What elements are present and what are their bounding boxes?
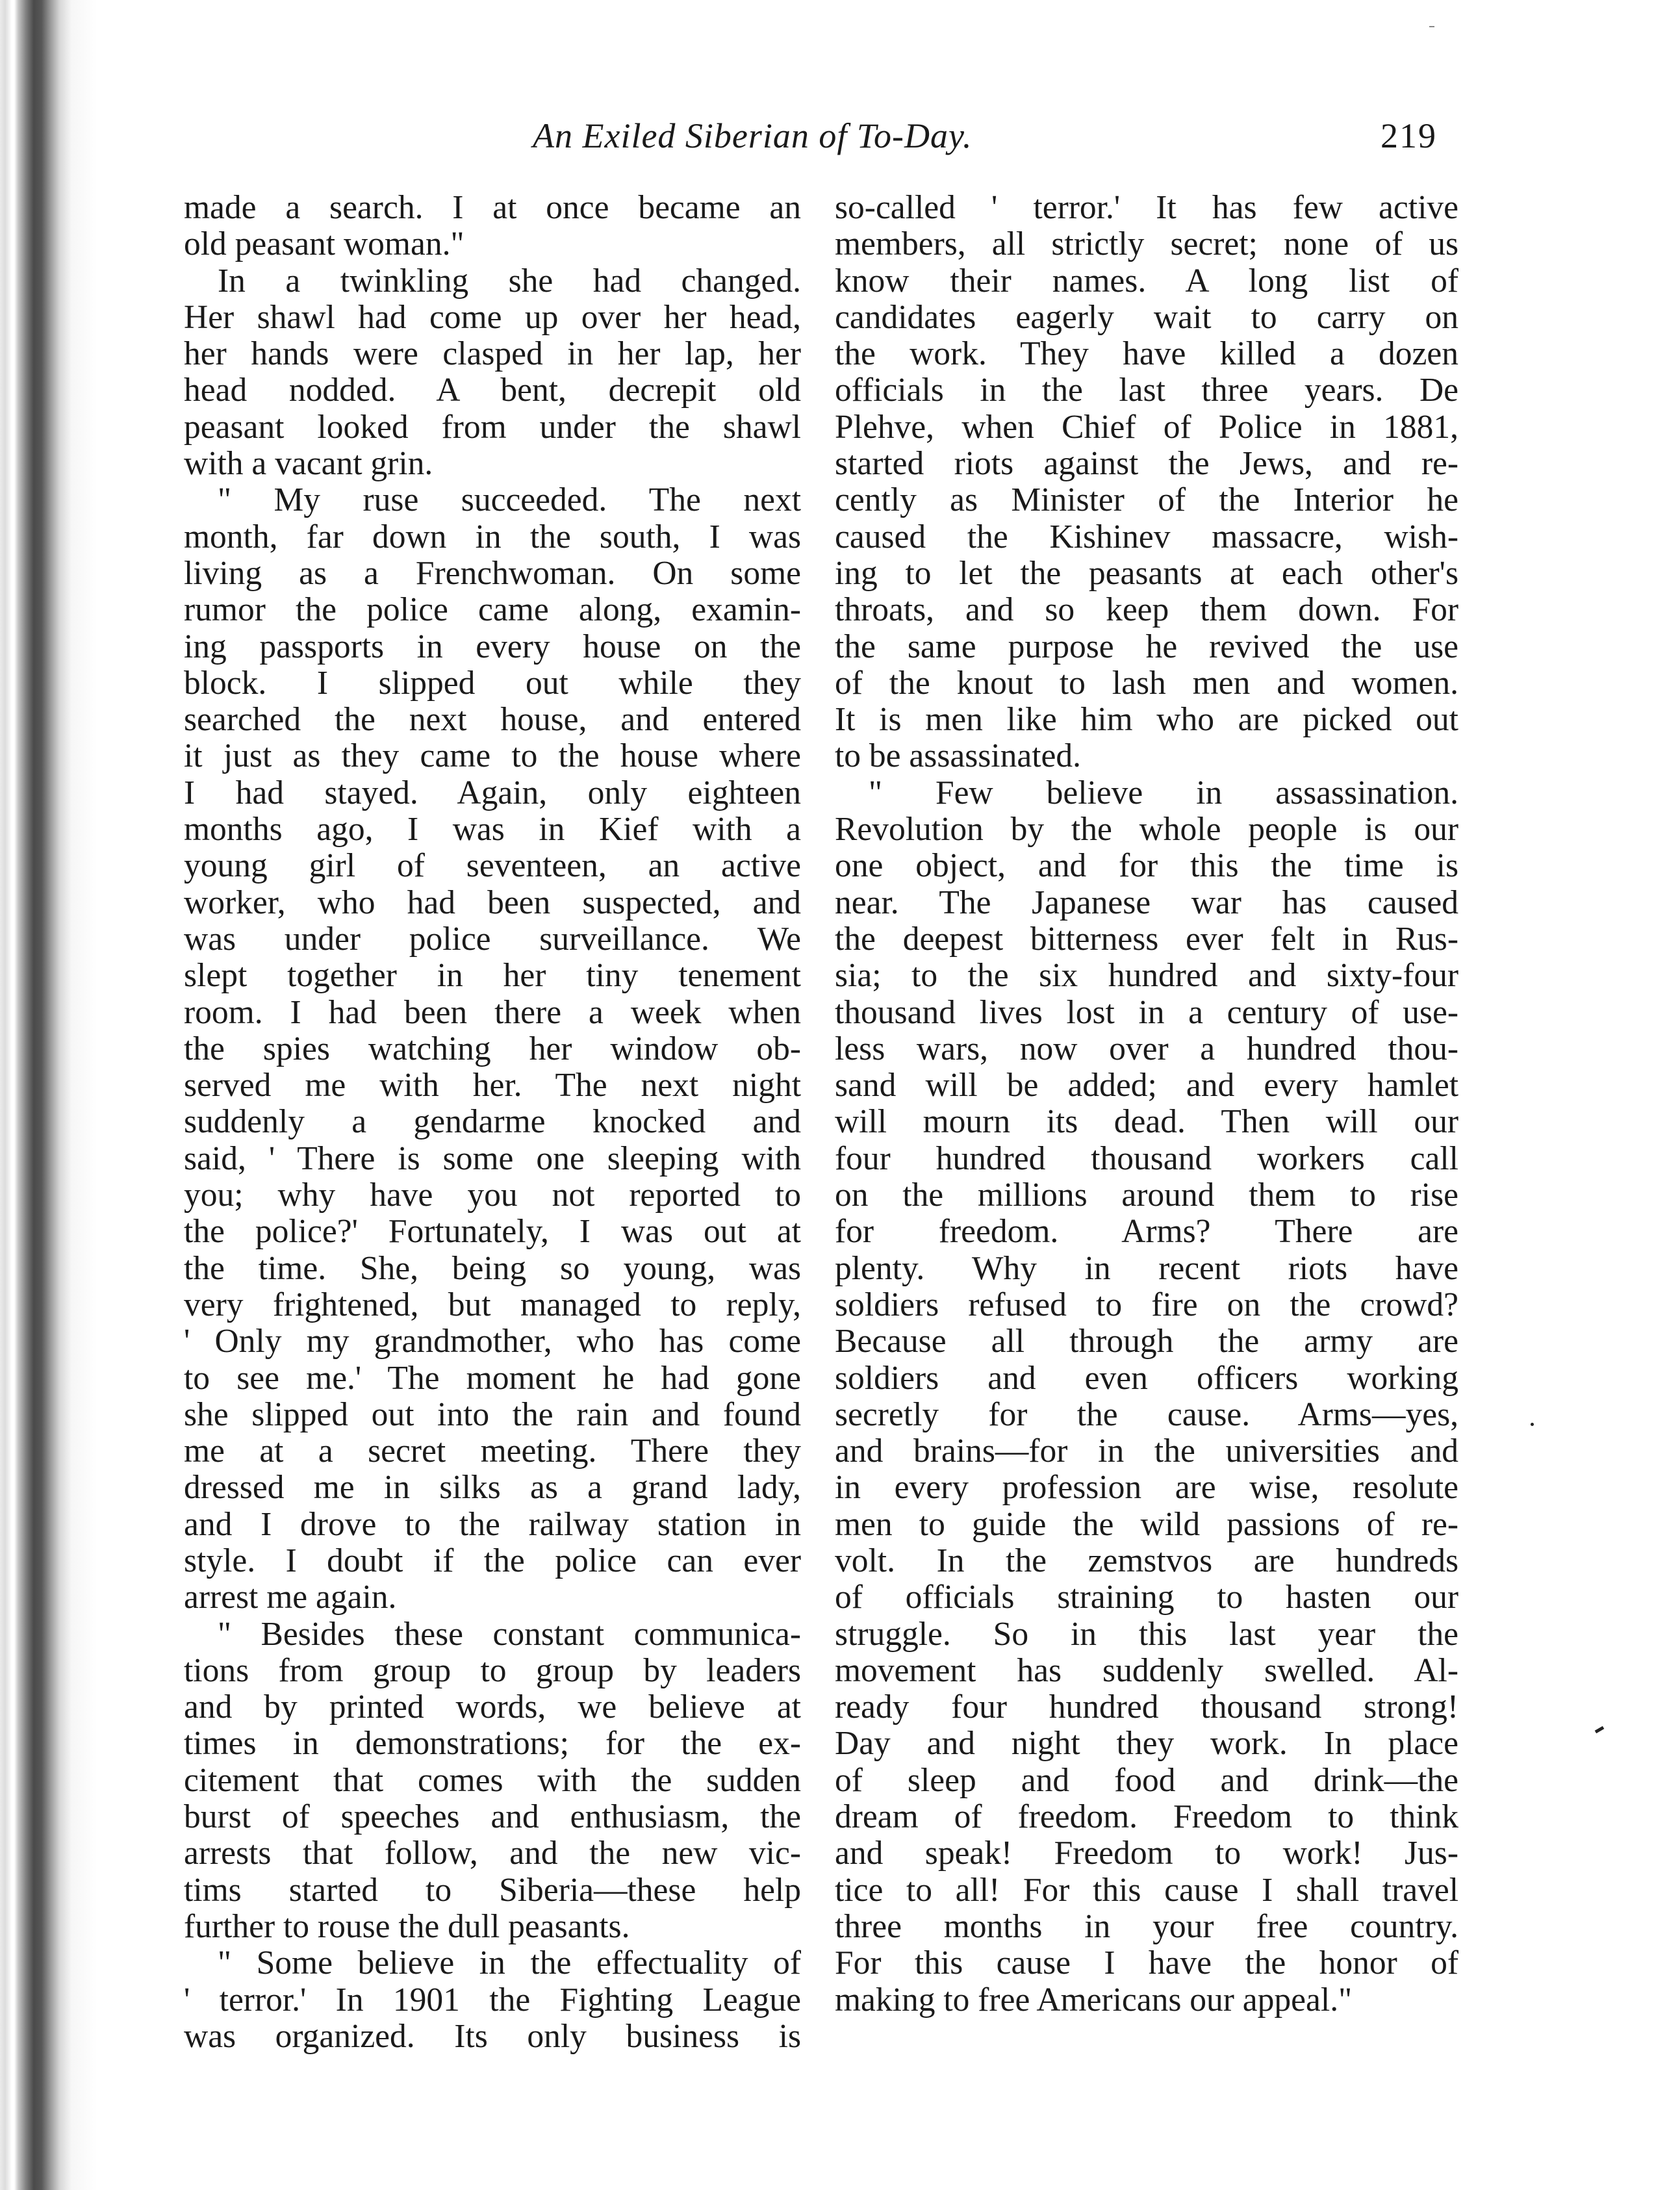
- text-line: tims started to Siberia—these help: [184, 1871, 801, 1909]
- text-line: room. I had been there a week when: [184, 993, 801, 1031]
- text-line: sia; to the six hundred and sixty-four: [835, 957, 1458, 995]
- text-line: month, far down in the south, I was: [184, 518, 801, 555]
- text-line: old peasant woman.": [184, 225, 465, 263]
- text-line: men to guide the wild passions of re-: [835, 1505, 1458, 1543]
- text-line: the spies watching her window ob-: [184, 1030, 801, 1067]
- text-line: for freedom. Arms? There are: [835, 1213, 1458, 1251]
- text-line: young girl of seventeen, an active: [184, 847, 801, 885]
- scan-speck: [1429, 26, 1434, 27]
- text-line: made a search. I at once became an: [184, 189, 801, 226]
- text-line: For this cause I have the honor of: [835, 1944, 1458, 1982]
- text-line: searched the next house, and entered: [184, 701, 801, 739]
- binding-gutter-shadow: [0, 0, 97, 2190]
- text-line: Because all through the army are: [835, 1323, 1458, 1360]
- text-line: sand will be added; and every hamlet: [835, 1067, 1458, 1104]
- text-line: served me with her. The next night: [184, 1067, 801, 1104]
- text-line: less wars, now over a hundred thou-: [835, 1030, 1458, 1067]
- text-line: struggle. So in this last year the: [835, 1615, 1458, 1653]
- text-line: said, ' There is some one sleeping with: [184, 1140, 801, 1177]
- text-line: " Some believe in the effectuality of: [218, 1944, 801, 1982]
- page-number: 219: [1381, 116, 1437, 155]
- text-line: ' Only my grandmother, who has come: [184, 1323, 801, 1360]
- text-line: thousand lives lost in a century of use-: [835, 993, 1458, 1031]
- scan-speck: [1595, 1726, 1605, 1733]
- text-line: to see me.' The moment he had gone: [184, 1359, 801, 1397]
- text-line: block. I slipped out while they: [184, 664, 801, 702]
- text-line: volt. In the zemstvos are hundreds: [835, 1542, 1458, 1579]
- text-line: members, all strictly secret; none of us: [835, 225, 1458, 263]
- text-line: so-called ' terror.' It has few active: [835, 189, 1458, 226]
- text-line: " My ruse succeeded. The next: [218, 481, 801, 519]
- scan-speck: [1531, 1423, 1534, 1426]
- text-line: will mourn its dead. Then will our: [835, 1103, 1458, 1141]
- text-line: the same purpose he revived the use: [835, 628, 1458, 665]
- text-line: three months in your free country.: [835, 1907, 1458, 1945]
- text-line: suddenly a gendarme knocked and: [184, 1103, 801, 1141]
- text-line: making to free Americans our appeal.": [835, 1981, 1353, 2018]
- text-line: secretly for the cause. Arms—yes,: [835, 1395, 1458, 1433]
- text-line: " Few believe in assassination.: [869, 774, 1458, 811]
- text-line: In a twinkling she had changed.: [218, 262, 801, 299]
- text-column-right: [835, 190, 1458, 2018]
- text-line: candidates eagerly wait to carry on: [835, 298, 1458, 336]
- text-line: slept together in her tiny tenement: [184, 957, 801, 995]
- text-line: cently as Minister of the Interior he: [835, 481, 1458, 519]
- text-line: and I drove to the railway station in: [184, 1505, 801, 1543]
- text-line: in every profession are wise, resolute: [835, 1469, 1458, 1507]
- text-line: ready four hundred thousand strong!: [835, 1688, 1458, 1726]
- text-line: dressed me in silks as a grand lady,: [184, 1469, 801, 1507]
- text-line: dream of freedom. Freedom to think: [835, 1798, 1458, 1836]
- text-line: ' terror.' In 1901 the Fighting League: [184, 1981, 801, 2018]
- text-line: of sleep and food and drink—the: [835, 1761, 1458, 1799]
- text-line: of officials straining to hasten our: [835, 1579, 1458, 1616]
- text-line: and by printed words, we believe at: [184, 1688, 801, 1726]
- text-line: citement that comes with the sudden: [184, 1761, 801, 1799]
- text-line: arrest me again.: [184, 1579, 397, 1616]
- running-title: An Exiled Siberian of To-Day.: [533, 116, 973, 155]
- text-line: soldiers refused to fire on the crowd?: [835, 1286, 1458, 1323]
- text-line: the time. She, being so young, was: [184, 1249, 801, 1287]
- text-line: very frightened, but managed to reply,: [184, 1286, 801, 1323]
- text-line: I had stayed. Again, only eighteen: [184, 774, 801, 811]
- text-line: Day and night they work. In place: [835, 1725, 1458, 1763]
- text-line: the deepest bitterness ever felt in Rus-: [835, 920, 1458, 958]
- text-line: plenty. Why in recent riots have: [835, 1249, 1458, 1287]
- text-line: officials in the last three years. De: [835, 372, 1458, 409]
- text-line: and speak! Freedom to work! Jus-: [835, 1835, 1458, 1872]
- text-line: Her shawl had come up over her head,: [184, 298, 801, 336]
- text-line: of the knout to lash men and women.: [835, 664, 1458, 702]
- text-line: was under police surveillance. We: [184, 920, 801, 958]
- text-line: tice to all! For this cause I shall travel: [835, 1871, 1458, 1909]
- text-line: on the millions around them to rise: [835, 1177, 1458, 1214]
- text-line: was organized. Its only business is: [184, 2017, 801, 2055]
- text-line: living as a Frenchwoman. On some: [184, 554, 801, 592]
- text-line: it just as they came to the house where: [184, 737, 801, 775]
- text-line: burst of speeches and enthusiasm, the: [184, 1798, 801, 1836]
- text-line: her hands were clasped in her lap, her: [184, 335, 801, 373]
- text-line: she slipped out into the rain and found: [184, 1395, 801, 1433]
- text-line: worker, who had been suspected, and: [184, 884, 801, 921]
- text-line: four hundred thousand workers call: [835, 1140, 1458, 1177]
- text-line: caused the Kishinev massacre, wish-: [835, 518, 1458, 555]
- text-line: style. I doubt if the police can ever: [184, 1542, 801, 1579]
- text-line: It is men like him who are picked out: [835, 701, 1458, 739]
- text-line: me at a secret meeting. There they: [184, 1432, 801, 1470]
- text-line: the police?' Fortunately, I was out at: [184, 1213, 801, 1251]
- text-line: arrests that follow, and the new vic-: [184, 1835, 801, 1872]
- text-line: rumor the police came along, examin-: [184, 591, 801, 629]
- text-line: ing passports in every house on the: [184, 628, 801, 665]
- text-column-left: [184, 190, 801, 2055]
- text-line: times in demonstrations; for the ex-: [184, 1725, 801, 1763]
- text-line: you; why have you not reported to: [184, 1177, 801, 1214]
- text-line: to be assassinated.: [835, 737, 1082, 775]
- text-line: Plehve, when Chief of Police in 1881,: [835, 408, 1458, 446]
- text-line: soldiers and even officers working: [835, 1359, 1458, 1397]
- text-line: throats, and so keep them down. For: [835, 591, 1458, 629]
- text-line: months ago, I was in Kief with a: [184, 811, 801, 848]
- text-line: and brains—for in the universities and: [835, 1432, 1458, 1470]
- text-line: peasant looked from under the shawl: [184, 408, 801, 446]
- text-line: further to rouse the dull peasants.: [184, 1907, 630, 1945]
- text-line: head nodded. A bent, decrepit old: [184, 372, 801, 409]
- text-line: tions from group to group by leaders: [184, 1651, 801, 1689]
- text-line: near. The Japanese war has caused: [835, 884, 1458, 921]
- text-line: know their names. A long list of: [835, 262, 1458, 299]
- text-line: " Besides these constant communica-: [218, 1615, 801, 1653]
- text-line: Revolution by the whole people is our: [835, 811, 1458, 848]
- text-line: ing to let the peasants at each other's: [835, 554, 1458, 592]
- text-line: movement has suddenly swelled. Al-: [835, 1651, 1458, 1689]
- text-line: with a vacant grin.: [184, 445, 433, 483]
- text-line: the work. They have killed a dozen: [835, 335, 1458, 373]
- text-line: one object, and for this the time is: [835, 847, 1458, 885]
- text-line: started riots against the Jews, and re-: [835, 445, 1458, 483]
